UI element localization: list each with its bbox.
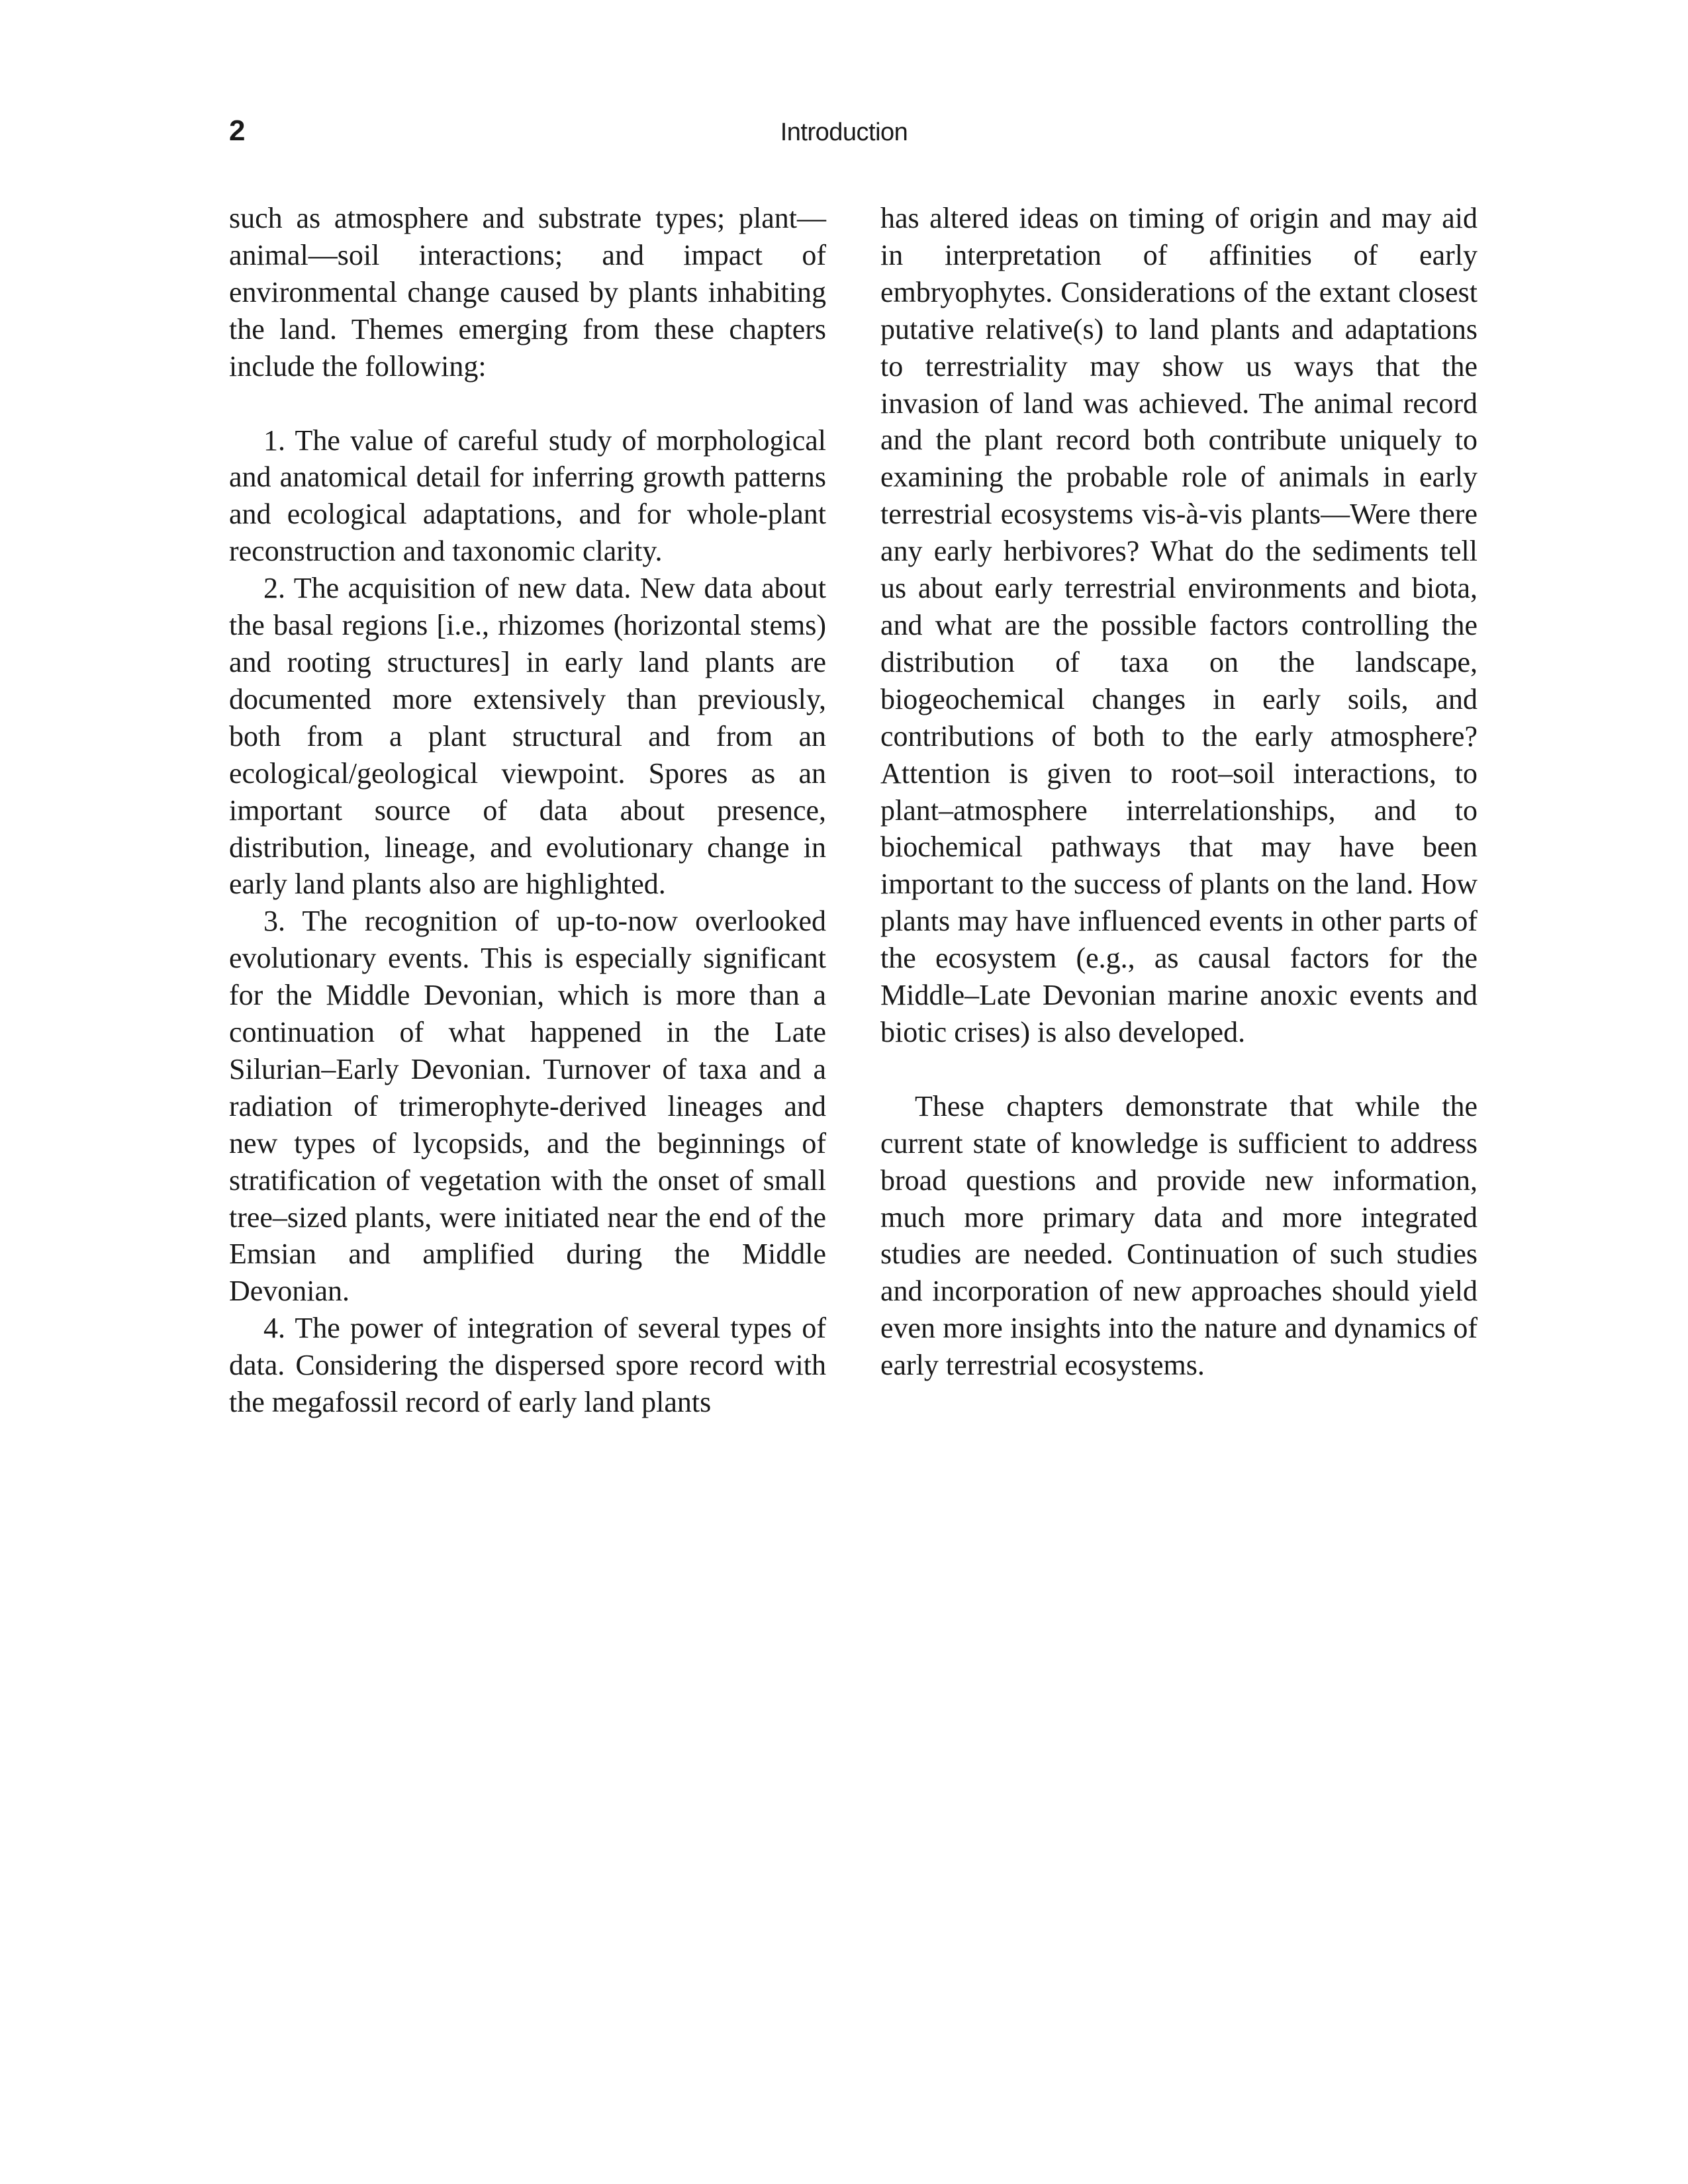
continuation-paragraph: has altered ideas on timing of origin and may aid in interpretation of affinities of early embryophytes. Considerations of the extant closest putative relative(s) to land plants and adaptations to terrestriality may show us ways that the invasion of land was achieved. The animal record and the plant record both contribute uniquely to examining the probable role of animals in early terrestrial ecosystems vis-à-vis plants—Were there any early herbivores? What do the sediments tell us about early terrestrial environments and biota, and what are the possible factors controlling the distribution of taxa on the landscape, biogeochemical changes in early soils, and contributions of both to the early atmosphere? Attention is given to root–soil interactions, to plant–atmosphere interrelationships, and to biochemical pathways that may have been important to the success of plants on the land. How plants may have influenced events in other parts of the ecosystem (e.g., as causal factors for the Middle–Late Devonian marine anoxic events and biotic crises) is also developed.: [880, 202, 1477, 1048]
page-number: 2: [229, 114, 246, 147]
list-item-3: 3. The recognition of up-to-now overlooked evolutionary events. This is especially significant for the Middle Devonian, which is more than a continuation of what happened in the Late Silurian–Early Devonian. Turnover of taxa and a radiation of trimerophyte-derived lineages and new types of lycopsids, and the beginnings of stratification of vegetation with the onset of small tree–sized plants, were initiated near the end of the Emsian and amplified during the Middle Devonian.: [229, 905, 826, 1308]
left-column: [229, 200, 826, 1421]
list-item-4: 4. The power of integration of several types of data. Considering the dispersed spore record with the megafossil record of early land plants: [229, 1312, 826, 1419]
conclusion-paragraph: These chapters demonstrate that while the current state of knowledge is sufficient to address broad questions and provide new information, much more primary data and more integrated studies are needed. Continuation of such studies and incorporation of new approaches should yield even more insights into the nature and dynamics of early terrestrial ecosystems.: [880, 1089, 1477, 1382]
list-item-1: 1. The value of careful study of morphological and anatomical detail for inferring growth patterns and ecological adaptations, and for whole-plant reconstruction and taxonomic clarity.: [229, 424, 826, 568]
right-column: [880, 200, 1477, 1384]
list-item-2: 2. The acquisition of new data. New data about the basal regions [i.e., rhizomes (horizontal stems) and rooting structures] in early land plants are documented more extensively than previously, both from a plant structural and from an ecological/geological viewpoint. Spores as an important source of data about presence, distribution, lineage, and evolutionary change in early land plants also are highlighted.: [229, 572, 826, 901]
running-head-title: Introduction: [780, 118, 908, 146]
intro-paragraph: such as atmosphere and substrate types; plant—animal—soil interactions; and impact of environmental change caused by plants inhabiting the land. Themes emerging from these chapters include the following:: [229, 202, 826, 383]
